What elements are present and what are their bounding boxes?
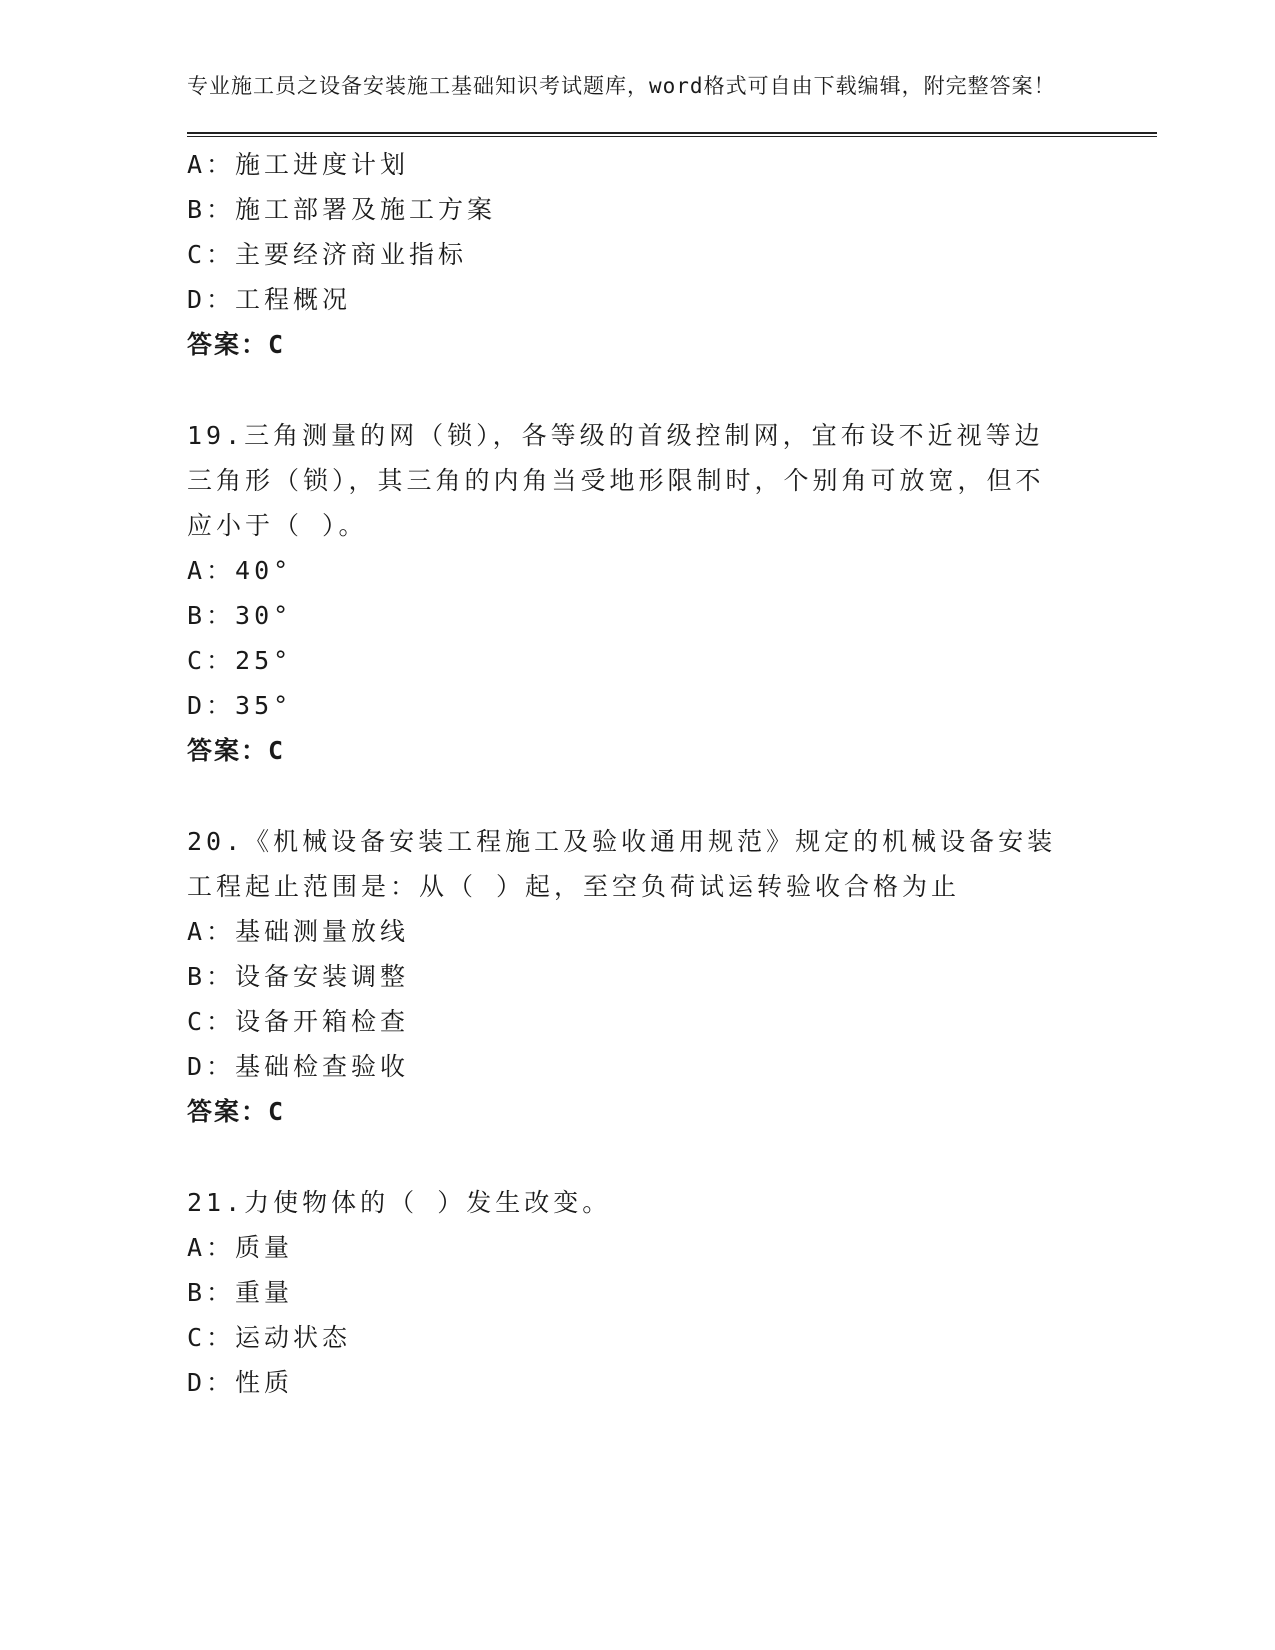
option-b: B：重量 [187, 1278, 294, 1307]
question-text: 20.《机械设备安装工程施工及验收通用规范》规定的机械设备安装工程起止范围是：从（ ）起，至空负荷试运转验收合格为止 [187, 827, 1057, 901]
option-c: C：25° [187, 646, 293, 675]
option-d: D：基础检查验收 [187, 1052, 410, 1081]
question-block-20 [187, 819, 1157, 1134]
option-a: A：40° [187, 556, 293, 585]
option-c: C：运动状态 [187, 1323, 352, 1352]
spacer [187, 367, 1157, 413]
option-b: B：施工部署及施工方案 [187, 195, 497, 224]
option-b: B：30° [187, 601, 293, 630]
spacer [187, 1134, 1157, 1180]
option-b: B：设备安装调整 [187, 962, 410, 991]
option-d: D：性质 [187, 1368, 294, 1397]
question-text: 21.力使物体的（ ）发生改变。 [187, 1188, 612, 1217]
answer-line: 答案：C [187, 736, 286, 765]
option-a: A：基础测量放线 [187, 917, 410, 946]
question-list [187, 142, 1157, 1405]
option-d: D：35° [187, 691, 293, 720]
option-d: D：工程概况 [187, 285, 352, 314]
question-block-19 [187, 413, 1157, 773]
option-c: C：主要经济商业指标 [187, 240, 468, 269]
document-header: 专业施工员之设备安装施工基础知识考试题库，word格式可自由下载编辑，附完整答案！ [187, 74, 1056, 98]
question-block-21 [187, 1180, 1157, 1405]
answer-line: 答案：C [187, 1097, 286, 1126]
document-page [187, 70, 1157, 1405]
option-a: A：质量 [187, 1233, 294, 1262]
option-a: A：施工进度计划 [187, 150, 410, 179]
option-c: C：设备开箱检查 [187, 1007, 410, 1036]
question-block-18 [187, 142, 1157, 367]
header-divider [187, 132, 1157, 134]
answer-line: 答案：C [187, 330, 286, 359]
question-text: 19.三角测量的网（锁），各等级的首级控制网，宜布设不近视等边三角形（锁），其三角的内角当受地形限制时，个别角可放宽，但不应小于（ ）。 [187, 421, 1045, 540]
spacer [187, 773, 1157, 819]
